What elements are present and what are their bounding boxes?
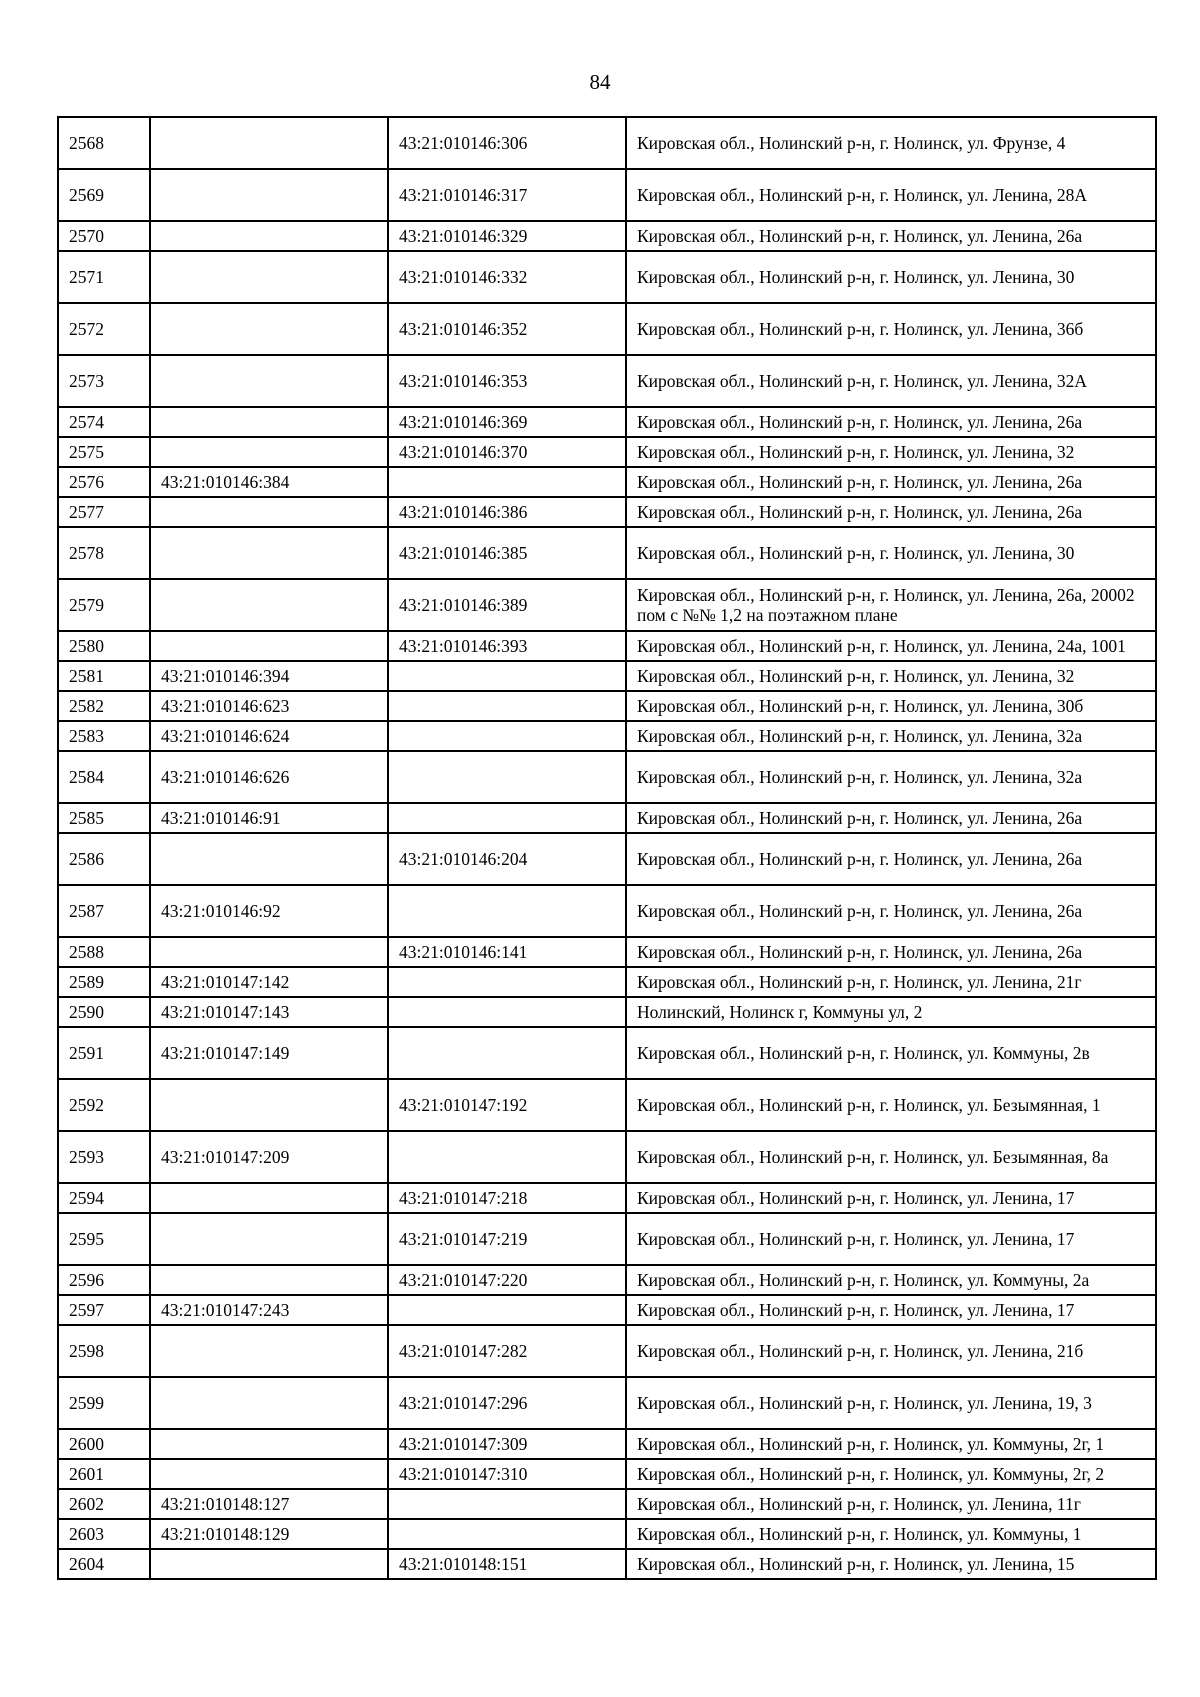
cadastral-number-alt-cell: 43:21:010147:218 xyxy=(388,1183,626,1213)
table-row xyxy=(58,751,1156,803)
address-cell: Кировская обл., Нолинский р-н, г. Нолинск, ул. Ленина, 26а xyxy=(626,407,1156,437)
cadastral-number-alt-cell: 43:21:010146:393 xyxy=(388,631,626,661)
table-row xyxy=(58,527,1156,579)
address-cell: Кировская обл., Нолинский р-н, г. Нолинск, ул. Коммуны, 2а xyxy=(626,1265,1156,1295)
cadastral-number-cell xyxy=(150,221,388,251)
address-cell: Кировская обл., Нолинский р-н, г. Нолинск, ул. Ленина, 17 xyxy=(626,1213,1156,1265)
row-number-cell: 2586 xyxy=(58,833,150,885)
cadastral-number-cell xyxy=(150,937,388,967)
table-row xyxy=(58,937,1156,967)
cadastral-number-cell: 43:21:010147:209 xyxy=(150,1131,388,1183)
row-number-cell: 2570 xyxy=(58,221,150,251)
cadastral-number-alt-cell xyxy=(388,751,626,803)
address-cell: Кировская обл., Нолинский р-н, г. Нолинск, ул. Ленина, 26а xyxy=(626,497,1156,527)
cadastral-number-cell xyxy=(150,631,388,661)
cadastral-number-cell xyxy=(150,303,388,355)
table-row xyxy=(58,885,1156,937)
address-cell: Кировская обл., Нолинский р-н, г. Нолинск, ул. Ленина, 30б xyxy=(626,691,1156,721)
cadastral-number-alt-cell xyxy=(388,1027,626,1079)
cadastral-number-cell xyxy=(150,1549,388,1579)
cadastral-number-alt-cell: 43:21:010147:309 xyxy=(388,1429,626,1459)
address-cell: Кировская обл., Нолинский р-н, г. Нолинск, ул. Ленина, 11г xyxy=(626,1489,1156,1519)
address-cell: Кировская обл., Нолинский р-н, г. Нолинск, ул. Ленина, 36б xyxy=(626,303,1156,355)
table-row xyxy=(58,497,1156,527)
cadastral-number-cell xyxy=(150,117,388,169)
cadastral-number-alt-cell: 43:21:010146:329 xyxy=(388,221,626,251)
cadastral-number-alt-cell: 43:21:010147:296 xyxy=(388,1377,626,1429)
row-number-cell: 2593 xyxy=(58,1131,150,1183)
cadastral-number-cell xyxy=(150,169,388,221)
table-row xyxy=(58,1265,1156,1295)
cadastral-number-cell: 43:21:010147:142 xyxy=(150,967,388,997)
table-row xyxy=(58,661,1156,691)
row-number-cell: 2574 xyxy=(58,407,150,437)
cadastral-number-alt-cell: 43:21:010146:332 xyxy=(388,251,626,303)
table-row xyxy=(58,1027,1156,1079)
row-number-cell: 2580 xyxy=(58,631,150,661)
table-row xyxy=(58,1325,1156,1377)
cadastral-number-cell xyxy=(150,527,388,579)
address-cell: Кировская обл., Нолинский р-н, г. Нолинск, ул. Ленина, 30 xyxy=(626,251,1156,303)
cadastral-number-cell: 43:21:010148:129 xyxy=(150,1519,388,1549)
row-number-cell: 2585 xyxy=(58,803,150,833)
cadastral-number-alt-cell: 43:21:010147:310 xyxy=(388,1459,626,1489)
row-number-cell: 2603 xyxy=(58,1519,150,1549)
table-row xyxy=(58,1489,1156,1519)
address-cell: Кировская обл., Нолинский р-н, г. Нолинск, ул. Ленина, 30 xyxy=(626,527,1156,579)
cadastral-number-cell: 43:21:010146:623 xyxy=(150,691,388,721)
address-cell: Кировская обл., Нолинский р-н, г. Нолинск, ул. Ленина, 32а xyxy=(626,751,1156,803)
cadastral-number-cell: 43:21:010146:384 xyxy=(150,467,388,497)
table-row xyxy=(58,721,1156,751)
cadastral-number-cell: 43:21:010146:624 xyxy=(150,721,388,751)
table-row xyxy=(58,579,1156,631)
cadastral-number-alt-cell xyxy=(388,721,626,751)
cadastral-number-alt-cell xyxy=(388,467,626,497)
cadastral-number-cell xyxy=(150,437,388,467)
table-row xyxy=(58,117,1156,169)
row-number-cell: 2584 xyxy=(58,751,150,803)
cadastral-number-cell xyxy=(150,355,388,407)
row-number-cell: 2576 xyxy=(58,467,150,497)
cadastral-number-cell xyxy=(150,1325,388,1377)
address-cell: Кировская обл., Нолинский р-н, г. Нолинск, ул. Ленина, 26а xyxy=(626,467,1156,497)
address-cell: Кировская обл., Нолинский р-н, г. Нолинск, ул. Ленина, 26а xyxy=(626,803,1156,833)
cadastral-number-cell xyxy=(150,251,388,303)
row-number-cell: 2582 xyxy=(58,691,150,721)
cadastral-number-alt-cell: 43:21:010146:317 xyxy=(388,169,626,221)
row-number-cell: 2599 xyxy=(58,1377,150,1429)
address-cell: Кировская обл., Нолинский р-н, г. Нолинск, ул. Ленина, 17 xyxy=(626,1183,1156,1213)
row-number-cell: 2581 xyxy=(58,661,150,691)
cadastral-number-cell: 43:21:010146:91 xyxy=(150,803,388,833)
table-row xyxy=(58,1295,1156,1325)
cadastral-number-alt-cell xyxy=(388,661,626,691)
row-number-cell: 2583 xyxy=(58,721,150,751)
cadastral-number-alt-cell: 43:21:010146:386 xyxy=(388,497,626,527)
address-cell: Нолинский, Нолинск г, Коммуны ул, 2 xyxy=(626,997,1156,1027)
address-cell: Кировская обл., Нолинский р-н, г. Нолинск, ул. Ленина, 26а xyxy=(626,937,1156,967)
row-number-cell: 2579 xyxy=(58,579,150,631)
row-number-cell: 2601 xyxy=(58,1459,150,1489)
table-row xyxy=(58,1377,1156,1429)
row-number-cell: 2571 xyxy=(58,251,150,303)
address-cell: Кировская обл., Нолинский р-н, г. Нолинск, ул. Ленина, 32 xyxy=(626,661,1156,691)
table-row xyxy=(58,631,1156,661)
cadastral-number-alt-cell: 43:21:010146:385 xyxy=(388,527,626,579)
table-row xyxy=(58,967,1156,997)
address-cell: Кировская обл., Нолинский р-н, г. Нолинск, ул. Коммуны, 2г, 1 xyxy=(626,1429,1156,1459)
row-number-cell: 2591 xyxy=(58,1027,150,1079)
row-number-cell: 2596 xyxy=(58,1265,150,1295)
cadastral-number-cell xyxy=(150,1429,388,1459)
table-row xyxy=(58,251,1156,303)
cadastral-number-alt-cell: 43:21:010146:204 xyxy=(388,833,626,885)
cadastral-number-alt-cell xyxy=(388,1131,626,1183)
row-number-cell: 2602 xyxy=(58,1489,150,1519)
row-number-cell: 2595 xyxy=(58,1213,150,1265)
cadastral-number-alt-cell: 43:21:010146:370 xyxy=(388,437,626,467)
cadastral-number-cell: 43:21:010146:394 xyxy=(150,661,388,691)
table-row xyxy=(58,1213,1156,1265)
cadastral-number-alt-cell: 43:21:010146:352 xyxy=(388,303,626,355)
table-row xyxy=(58,169,1156,221)
row-number-cell: 2598 xyxy=(58,1325,150,1377)
cadastral-number-cell: 43:21:010146:92 xyxy=(150,885,388,937)
cadastral-number-alt-cell: 43:21:010147:282 xyxy=(388,1325,626,1377)
table-row xyxy=(58,303,1156,355)
cadastral-number-alt-cell xyxy=(388,1489,626,1519)
cadastral-number-cell xyxy=(150,1183,388,1213)
table-row xyxy=(58,803,1156,833)
address-cell: Кировская обл., Нолинский р-н, г. Нолинск, ул. Фрунзе, 4 xyxy=(626,117,1156,169)
cadastral-number-alt-cell: 43:21:010147:219 xyxy=(388,1213,626,1265)
table-row xyxy=(58,1459,1156,1489)
row-number-cell: 2588 xyxy=(58,937,150,967)
cadastral-number-alt-cell: 43:21:010146:353 xyxy=(388,355,626,407)
cadastral-number-cell xyxy=(150,1079,388,1131)
table-row xyxy=(58,833,1156,885)
page-number: 84 xyxy=(589,70,611,94)
cadastral-number-cell xyxy=(150,1213,388,1265)
address-cell: Кировская обл., Нолинский р-н, г. Нолинск, ул. Безымянная, 8а xyxy=(626,1131,1156,1183)
row-number-cell: 2589 xyxy=(58,967,150,997)
cadastral-number-cell: 43:21:010147:149 xyxy=(150,1027,388,1079)
address-cell: Кировская обл., Нолинский р-н, г. Нолинск, ул. Ленина, 32А xyxy=(626,355,1156,407)
row-number-cell: 2577 xyxy=(58,497,150,527)
table-row xyxy=(58,221,1156,251)
address-cell: Кировская обл., Нолинский р-н, г. Нолинск, ул. Ленина, 21г xyxy=(626,967,1156,997)
address-cell: Кировская обл., Нолинский р-н, г. Нолинск, ул. Безымянная, 1 xyxy=(626,1079,1156,1131)
cadastral-number-alt-cell xyxy=(388,803,626,833)
cadastral-number-alt-cell xyxy=(388,885,626,937)
address-cell: Кировская обл., Нолинский р-н, г. Нолинск, ул. Ленина, 26а xyxy=(626,221,1156,251)
address-cell: Кировская обл., Нолинский р-н, г. Нолинск, ул. Коммуны, 2в xyxy=(626,1027,1156,1079)
cadastral-number-cell: 43:21:010146:626 xyxy=(150,751,388,803)
row-number-cell: 2575 xyxy=(58,437,150,467)
property-registry-table xyxy=(57,116,1157,1580)
address-cell: Кировская обл., Нолинский р-н, г. Нолинск, ул. Ленина, 24а, 1001 xyxy=(626,631,1156,661)
table-row xyxy=(58,1429,1156,1459)
cadastral-number-cell xyxy=(150,579,388,631)
table-row xyxy=(58,1549,1156,1579)
row-number-cell: 2573 xyxy=(58,355,150,407)
address-cell: Кировская обл., Нолинский р-н, г. Нолинск, ул. Ленина, 32а xyxy=(626,721,1156,751)
table-row xyxy=(58,1079,1156,1131)
address-cell: Кировская обл., Нолинский р-н, г. Нолинск, ул. Коммуны, 2г, 2 xyxy=(626,1459,1156,1489)
cadastral-number-cell xyxy=(150,497,388,527)
address-cell: Кировская обл., Нолинский р-н, г. Нолинск, ул. Коммуны, 1 xyxy=(626,1519,1156,1549)
address-cell: Кировская обл., Нолинский р-н, г. Нолинск, ул. Ленина, 28А xyxy=(626,169,1156,221)
row-number-cell: 2590 xyxy=(58,997,150,1027)
table-row xyxy=(58,355,1156,407)
row-number-cell: 2597 xyxy=(58,1295,150,1325)
address-cell: Кировская обл., Нолинский р-н, г. Нолинск, ул. Ленина, 32 xyxy=(626,437,1156,467)
cadastral-number-alt-cell: 43:21:010146:141 xyxy=(388,937,626,967)
row-number-cell: 2587 xyxy=(58,885,150,937)
cadastral-number-cell xyxy=(150,407,388,437)
cadastral-number-alt-cell: 43:21:010147:220 xyxy=(388,1265,626,1295)
row-number-cell: 2600 xyxy=(58,1429,150,1459)
address-cell: Кировская обл., Нолинский р-н, г. Нолинск, ул. Ленина, 21б xyxy=(626,1325,1156,1377)
row-number-cell: 2568 xyxy=(58,117,150,169)
cadastral-number-alt-cell: 43:21:010147:192 xyxy=(388,1079,626,1131)
table-row xyxy=(58,1131,1156,1183)
cadastral-number-cell: 43:21:010148:127 xyxy=(150,1489,388,1519)
cadastral-number-cell: 43:21:010147:143 xyxy=(150,997,388,1027)
cadastral-number-cell xyxy=(150,1377,388,1429)
address-cell: Кировская обл., Нолинский р-н, г. Нолинск, ул. Ленина, 26а xyxy=(626,833,1156,885)
cadastral-number-cell: 43:21:010147:243 xyxy=(150,1295,388,1325)
address-cell: Кировская обл., Нолинский р-н, г. Нолинск, ул. Ленина, 17 xyxy=(626,1295,1156,1325)
row-number-cell: 2592 xyxy=(58,1079,150,1131)
row-number-cell: 2572 xyxy=(58,303,150,355)
row-number-cell: 2569 xyxy=(58,169,150,221)
table-row xyxy=(58,691,1156,721)
row-number-cell: 2578 xyxy=(58,527,150,579)
cadastral-number-alt-cell xyxy=(388,1519,626,1549)
cadastral-number-cell xyxy=(150,833,388,885)
cadastral-number-cell xyxy=(150,1265,388,1295)
registry-table-body xyxy=(58,117,1156,1579)
cadastral-number-alt-cell xyxy=(388,967,626,997)
row-number-cell: 2594 xyxy=(58,1183,150,1213)
cadastral-number-alt-cell xyxy=(388,1295,626,1325)
table-row xyxy=(58,1183,1156,1213)
table-row xyxy=(58,467,1156,497)
row-number-cell: 2604 xyxy=(58,1549,150,1579)
address-cell: Кировская обл., Нолинский р-н, г. Нолинск, ул. Ленина, 19, 3 xyxy=(626,1377,1156,1429)
cadastral-number-alt-cell: 43:21:010146:369 xyxy=(388,407,626,437)
cadastral-number-alt-cell: 43:21:010146:306 xyxy=(388,117,626,169)
table-row xyxy=(58,437,1156,467)
cadastral-number-alt-cell xyxy=(388,997,626,1027)
cadastral-number-alt-cell xyxy=(388,691,626,721)
cadastral-number-cell xyxy=(150,1459,388,1489)
table-row xyxy=(58,997,1156,1027)
cadastral-number-alt-cell: 43:21:010148:151 xyxy=(388,1549,626,1579)
table-row xyxy=(58,407,1156,437)
table-row xyxy=(58,1519,1156,1549)
cadastral-number-alt-cell: 43:21:010146:389 xyxy=(388,579,626,631)
address-cell: Кировская обл., Нолинский р-н, г. Нолинск, ул. Ленина, 26а xyxy=(626,885,1156,937)
address-cell: Кировская обл., Нолинский р-н, г. Нолинск, ул. Ленина, 15 xyxy=(626,1549,1156,1579)
address-cell: Кировская обл., Нолинский р-н, г. Нолинск, ул. Ленина, 26а, 20002 пом с №№ 1,2 на поэтажном плане xyxy=(626,579,1156,631)
